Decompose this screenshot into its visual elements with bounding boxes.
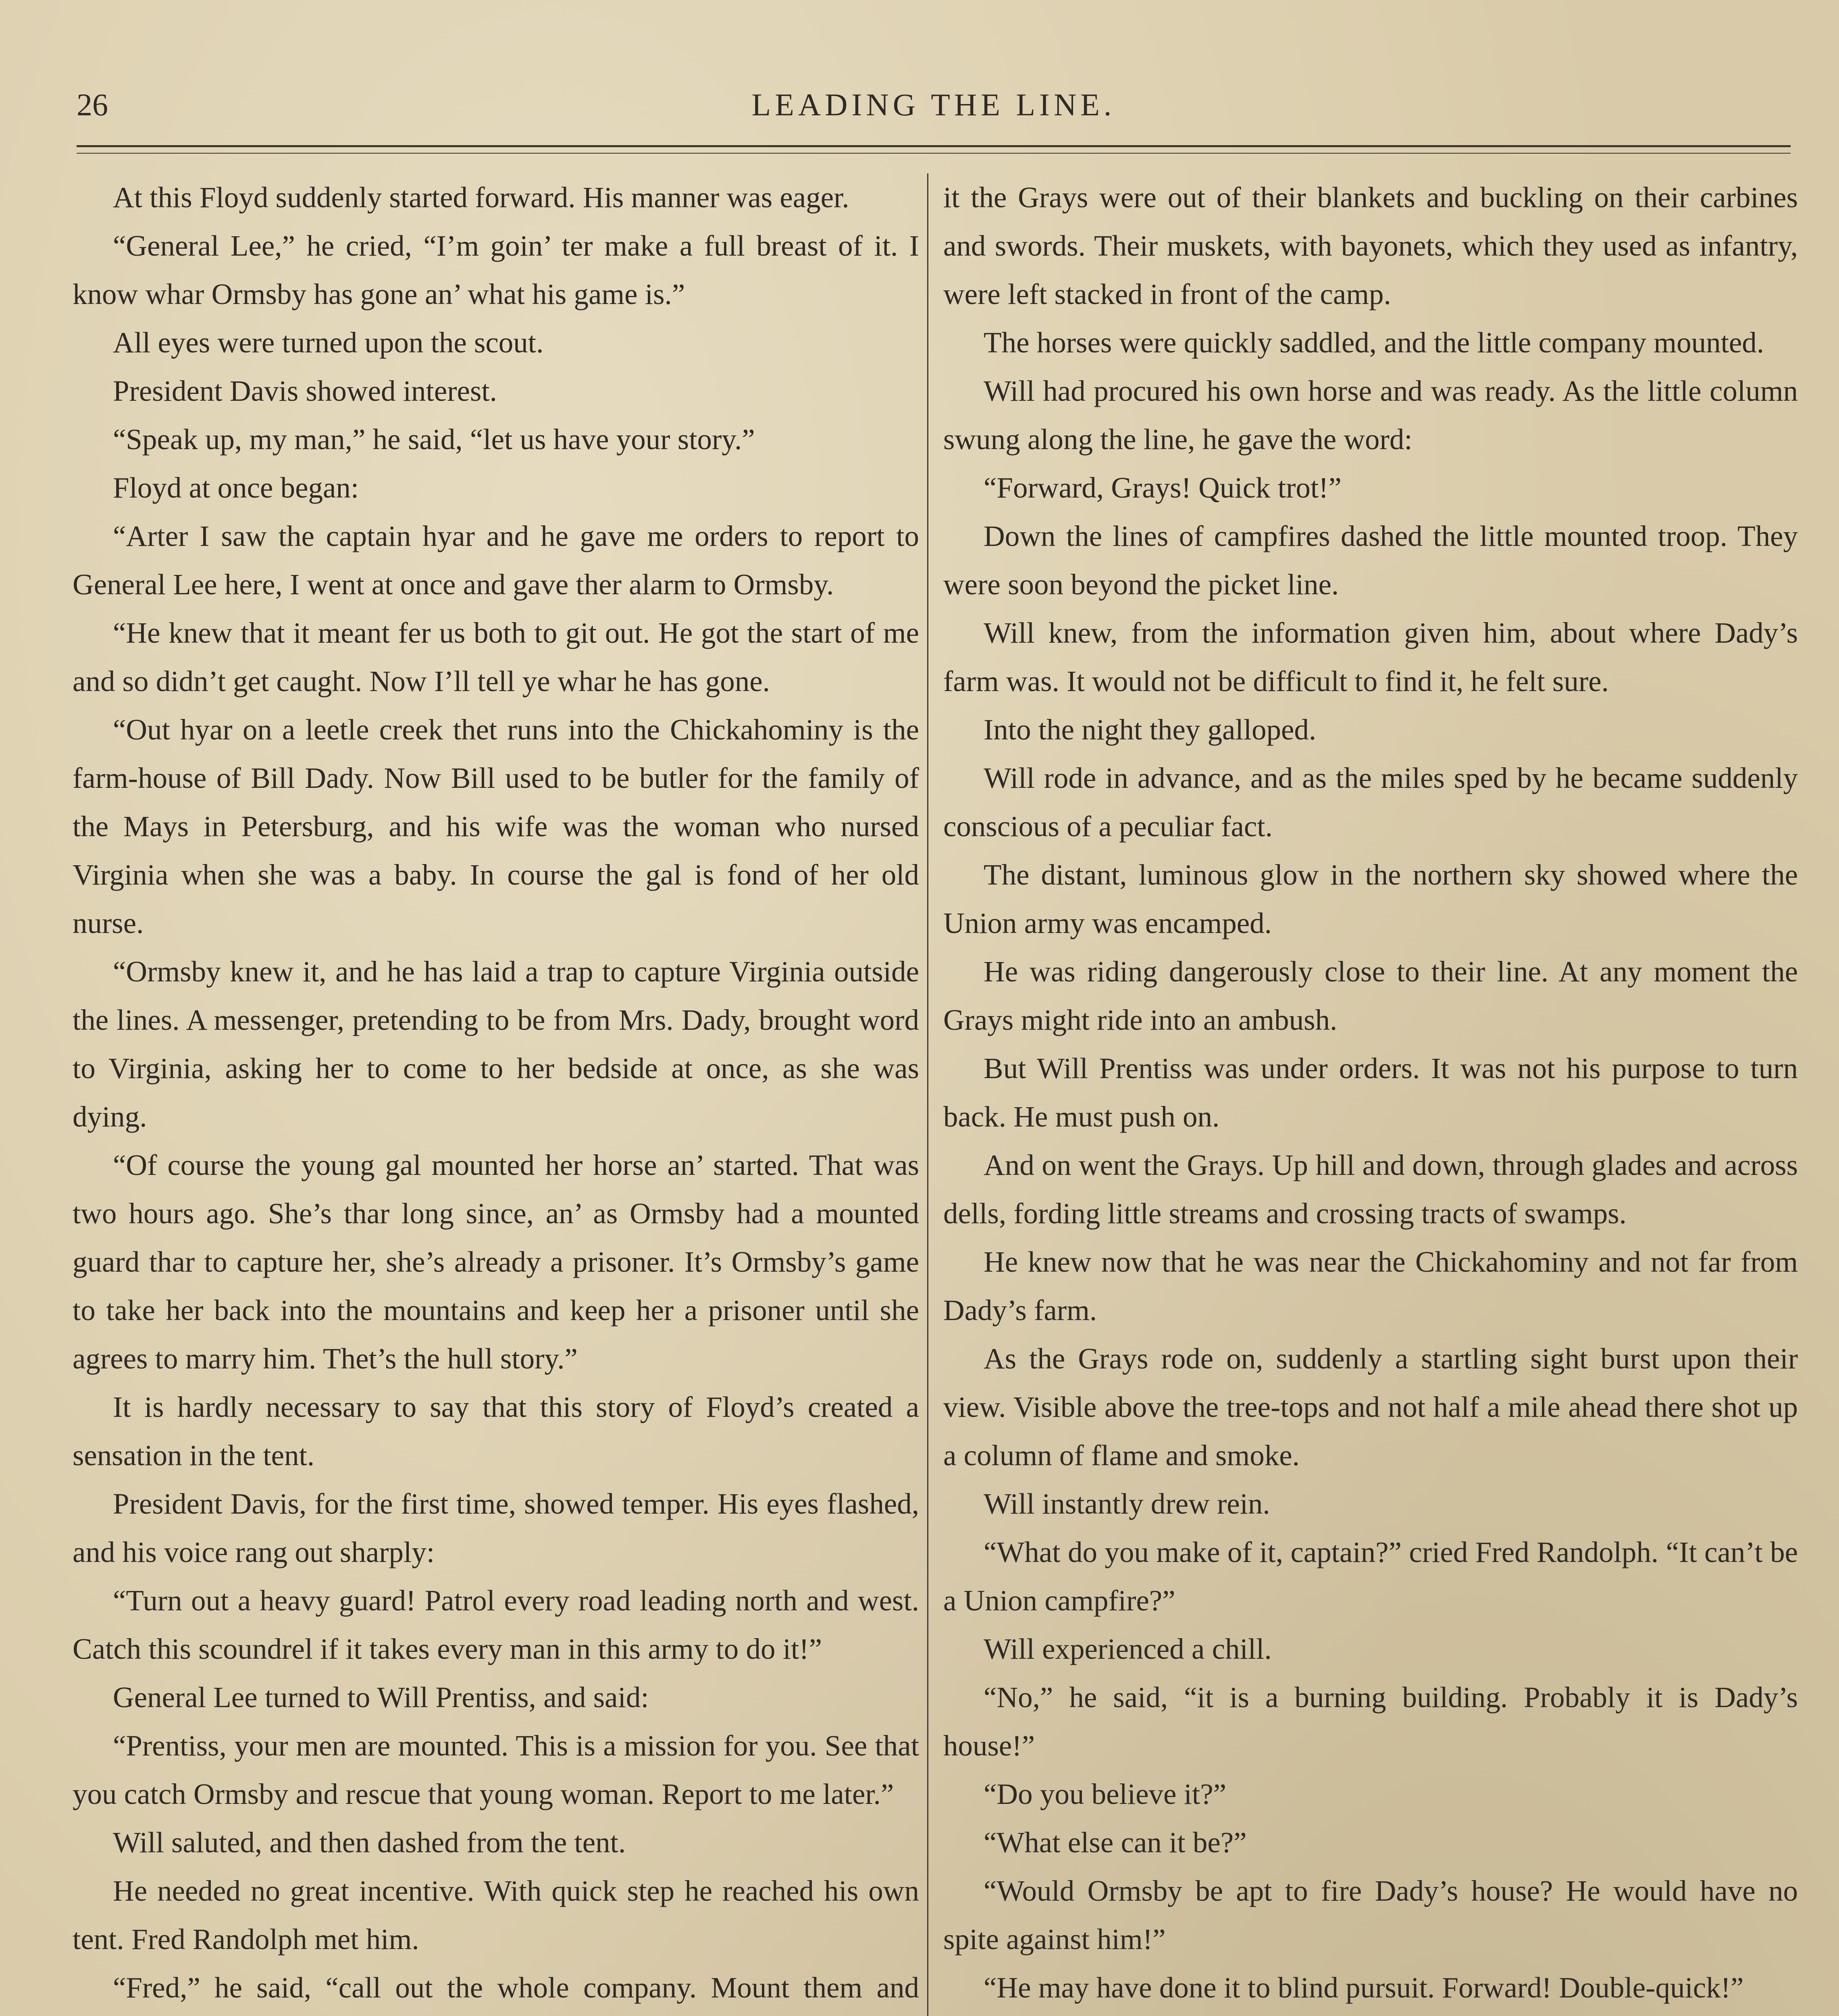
header-rule [77,145,1791,154]
paragraph: President Davis, for the first time, showed temper. His eyes flashed, and his voice rang out sharply: [73,1487,919,1568]
paragraph [943,2012,1798,2016]
paragraph: President Davis showed interest. [113,375,497,407]
paragraph: Into the night they galloped. [984,713,1317,746]
paragraph: “What do you make of it, captain?” cried Fred Randolph. “It can’t be a Union campfire?” [943,1536,1798,1617]
paragraph: Will saluted, and then dashed from the tent. [113,1826,626,1859]
paragraph: “He may have done it to blind pursuit. Forward! Double-quick!” [984,1971,1744,2004]
paragraph: “What else can it be?” [984,1826,1247,1859]
paragraph: “Prentiss, your men are mounted. This is a mission for you. See that you catch Ormsby and rescue that young woman. Report to me later.” [73,1729,919,1810]
paragraph: “No,” he said, “it is a burning building. Probably it is Dady’s house!” [943,1681,1798,1762]
paragraph: Will instantly drew rein. [984,1487,1270,1520]
paragraph: All eyes were turned upon the scout. [113,326,544,359]
paragraph: “Speak up, my man,” he said, “let us have your story.” [113,423,755,456]
paragraph: It is hardly necessary to say that this story of Floyd’s created a sensation in the tent. [73,1391,919,1472]
paragraph: He needed no great incentive. With quick step he reached his own tent. Fred Randolph met him. [73,1874,919,1956]
paragraph: “Turn out a heavy guard! Patrol every road leading north and west. Catch this scoundrel if it takes every man in this army to do it!” [73,1584,919,1665]
paragraph: “Arter I saw the captain hyar and he gave me orders to report to General Lee here, I went at once and gave ther alarm to Ormsby. [73,520,919,601]
paragraph: He was riding dangerously close to their line. At any moment the Grays might ride into an ambush. [943,955,1798,1036]
page-header [77,87,1791,131]
paragraph: “Forward, Grays! Quick trot!” [984,471,1342,504]
paragraph: Will rode in advance, and as the miles sped by he became suddenly conscious of a peculiar fact. [943,762,1798,843]
paragraph: “Out hyar on a leetle creek thet runs into the Chickahominy is the farm-house of Bill Dady. Now Bill used to be butler for the family of the Mays in Petersburg, and his wife was the woman who nursed Virginia when she was a baby. In course the gal is fond of her old nurse. [73,713,919,939]
paragraph: “Would Ormsby be apt to fire Dady’s house? He would have no spite against him!” [943,1874,1798,1956]
paragraph: He knew now that he was near the Chickahominy and not far from Dady’s farm. [943,1245,1798,1327]
paragraph: The horses were quickly saddled, and the little company mounted. [984,326,1764,359]
paragraph: Will had procured his own horse and was ready. As the little column swung along the line, he gave the word: [943,375,1798,456]
paragraph: Down the lines of campfires dashed the little mounted troop. They were soon beyond the picket line. [943,520,1798,601]
paragraph: “He knew that it meant fer us both to git out. He got the start of me and so didn’t get caught. Now I’ll tell ye whar he has gone. [73,616,919,698]
right-column [943,173,1798,2016]
paragraph: “Fred,” he said, “call out the whole company. Mount them and [113,1971,919,2004]
running-title: LEADING THE LINE. [751,87,1116,122]
paragraph: Floyd at once began: [113,471,359,504]
paragraph: “Of course the young gal mounted her horse an’ started. That was two hours ago. She’s thar long since, an’ as Ormsby had a mounted guard thar to capture her, she’s already a prisoner. It’s Ormsby’s game to take her back into the mountains and keep her a prisoner until she agrees to marry him. Thet’s the hull story.” [73,1149,919,1375]
paragraph: General Lee turned to Will Prentiss, and said: [113,1681,649,1714]
paragraph: Will experienced a chill. [984,1633,1272,1665]
paragraph: And on went the Grays. Up hill and down, through glades and across dells, fording little streams and crossing tracts of swamps. [943,1149,1798,1230]
page-number: 26 [77,87,108,122]
left-column [73,173,919,2016]
paragraph: it the Grays were out of their blankets and buckling on their carbines and swords. Their muskets, with bayonets, which they used as infantry, were left stacked in front of the camp. [943,181,1798,310]
paragraph: “Do you believe it?” [984,1778,1227,1810]
paragraph: But Will Prentiss was under orders. It was not his purpose to turn back. He must push on. [943,1052,1798,1133]
paragraph: As the Grays rode on, suddenly a startling sight burst upon their view. Visible above the tree-tops and not half a mile ahead there shot up a column of flame and smoke. [943,1342,1798,1472]
paragraph: “Ormsby knew it, and he has laid a trap to capture Virginia outside the lines. A messenger, pretending to be from Mrs. Dady, brought word to Virginia, asking her to come to her bedside at once, as she was dying. [73,955,919,1133]
column-divider [927,173,928,2016]
paragraph: At this Floyd suddenly started forward. His manner was eager. [113,181,849,214]
paragraph: “General Lee,” he cried, “I’m goin’ ter make a full breast of it. I know whar Ormsby has gone an’ what his game is.” [73,229,919,310]
paragraph: The distant, luminous glow in the northern sky showed where the Union army was encamped. [943,858,1798,939]
paragraph: Will knew, from the information given him, about where Dady’s farm was. It would not be difficult to find it, he felt sure. [943,616,1798,698]
